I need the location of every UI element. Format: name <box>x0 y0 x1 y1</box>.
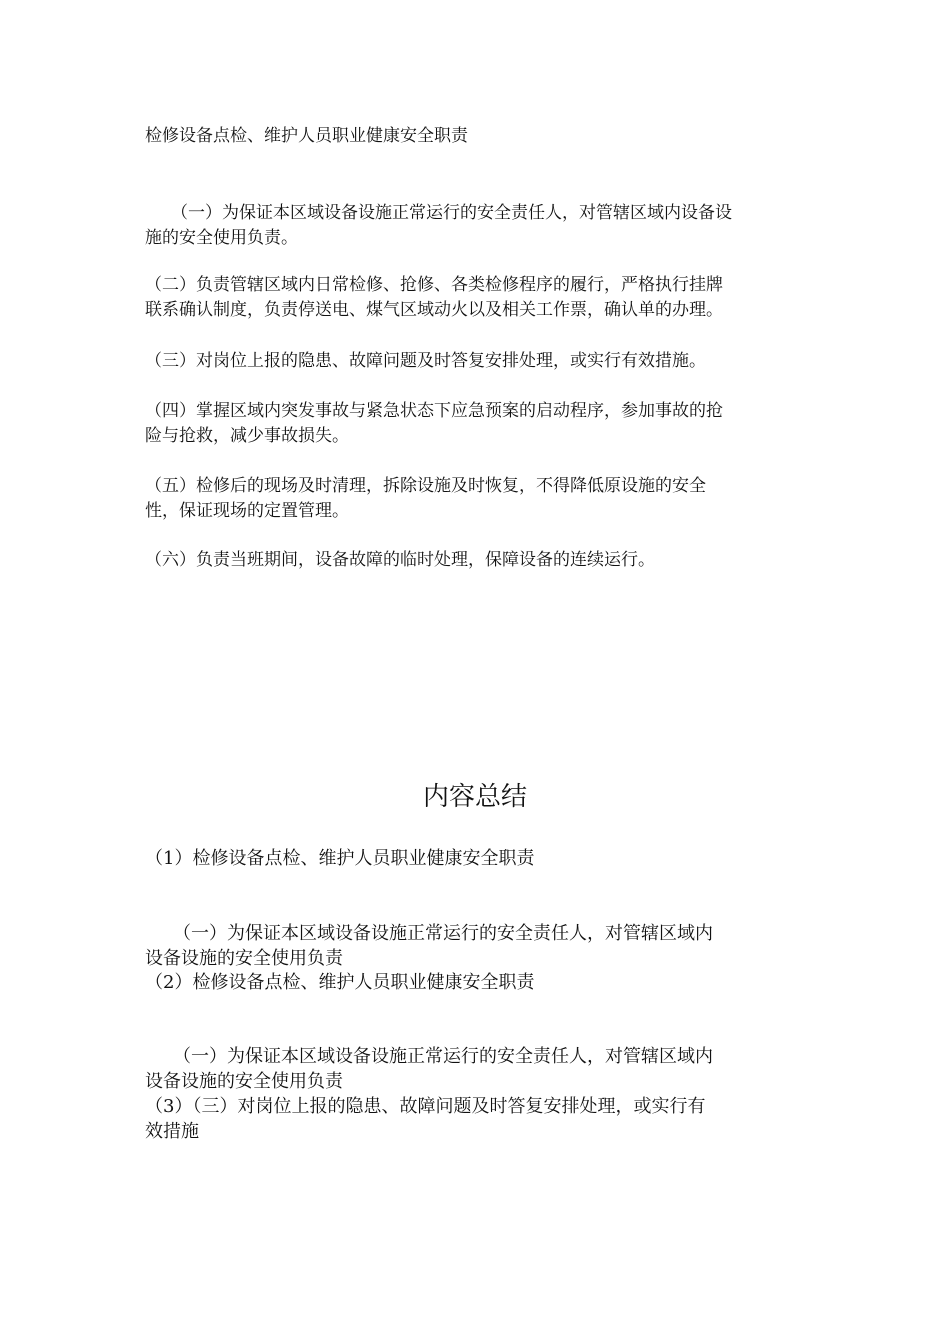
item-line: 联系确认制度，负责停送电、煤气区域动火以及相关工作票，确认单的办理。 <box>145 300 723 320</box>
summary-heading: 内容总结 <box>422 782 527 812</box>
summary-line: 设备设施的安全使用负责 <box>145 948 343 969</box>
summary-line: （3）（三）对岗位上报的隐患、故障问题及时答复安排处理，或实行有 <box>145 1096 706 1117</box>
summary-line: 设备设施的安全使用负责 <box>145 1071 343 1092</box>
summary-line: （1）检修设备点检、维护人员职业健康安全职责 <box>145 848 535 869</box>
document-title: 检修设备点检、维护人员职业健康安全职责 <box>145 126 468 146</box>
item-line: 施的安全使用负责。 <box>145 228 298 248</box>
summary-line: （一）为保证本区域设备设施正常运行的安全责任人，对管辖区域内 <box>173 1046 713 1067</box>
item-line: （三）对岗位上报的隐患、故障问题及时答复安排处理，或实行有效措施。 <box>145 351 706 371</box>
summary-line: （一）为保证本区域设备设施正常运行的安全责任人，对管辖区域内 <box>173 923 713 944</box>
item-line: （五）检修后的现场及时清理，拆除设施及时恢复，不得降低原设施的安全 <box>145 476 706 496</box>
summary-line: （2）检修设备点检、维护人员职业健康安全职责 <box>145 972 535 993</box>
item-line: （一）为保证本区域设备设施正常运行的安全责任人，对管辖区域内设备设 <box>171 203 732 223</box>
item-line: （四）掌握区域内突发事故与紧急状态下应急预案的启动程序，参加事故的抢 <box>145 401 723 421</box>
item-line: 性，保证现场的定置管理。 <box>145 501 349 521</box>
item-line: （六）负责当班期间，设备故障的临时处理，保障设备的连续运行。 <box>145 550 655 570</box>
summary-line: 效措施 <box>145 1121 199 1142</box>
item-line: 险与抢救，减少事故损失。 <box>145 426 349 446</box>
item-line: （二）负责管辖区域内日常检修、抢修、各类检修程序的履行，严格执行挂牌 <box>145 275 723 295</box>
